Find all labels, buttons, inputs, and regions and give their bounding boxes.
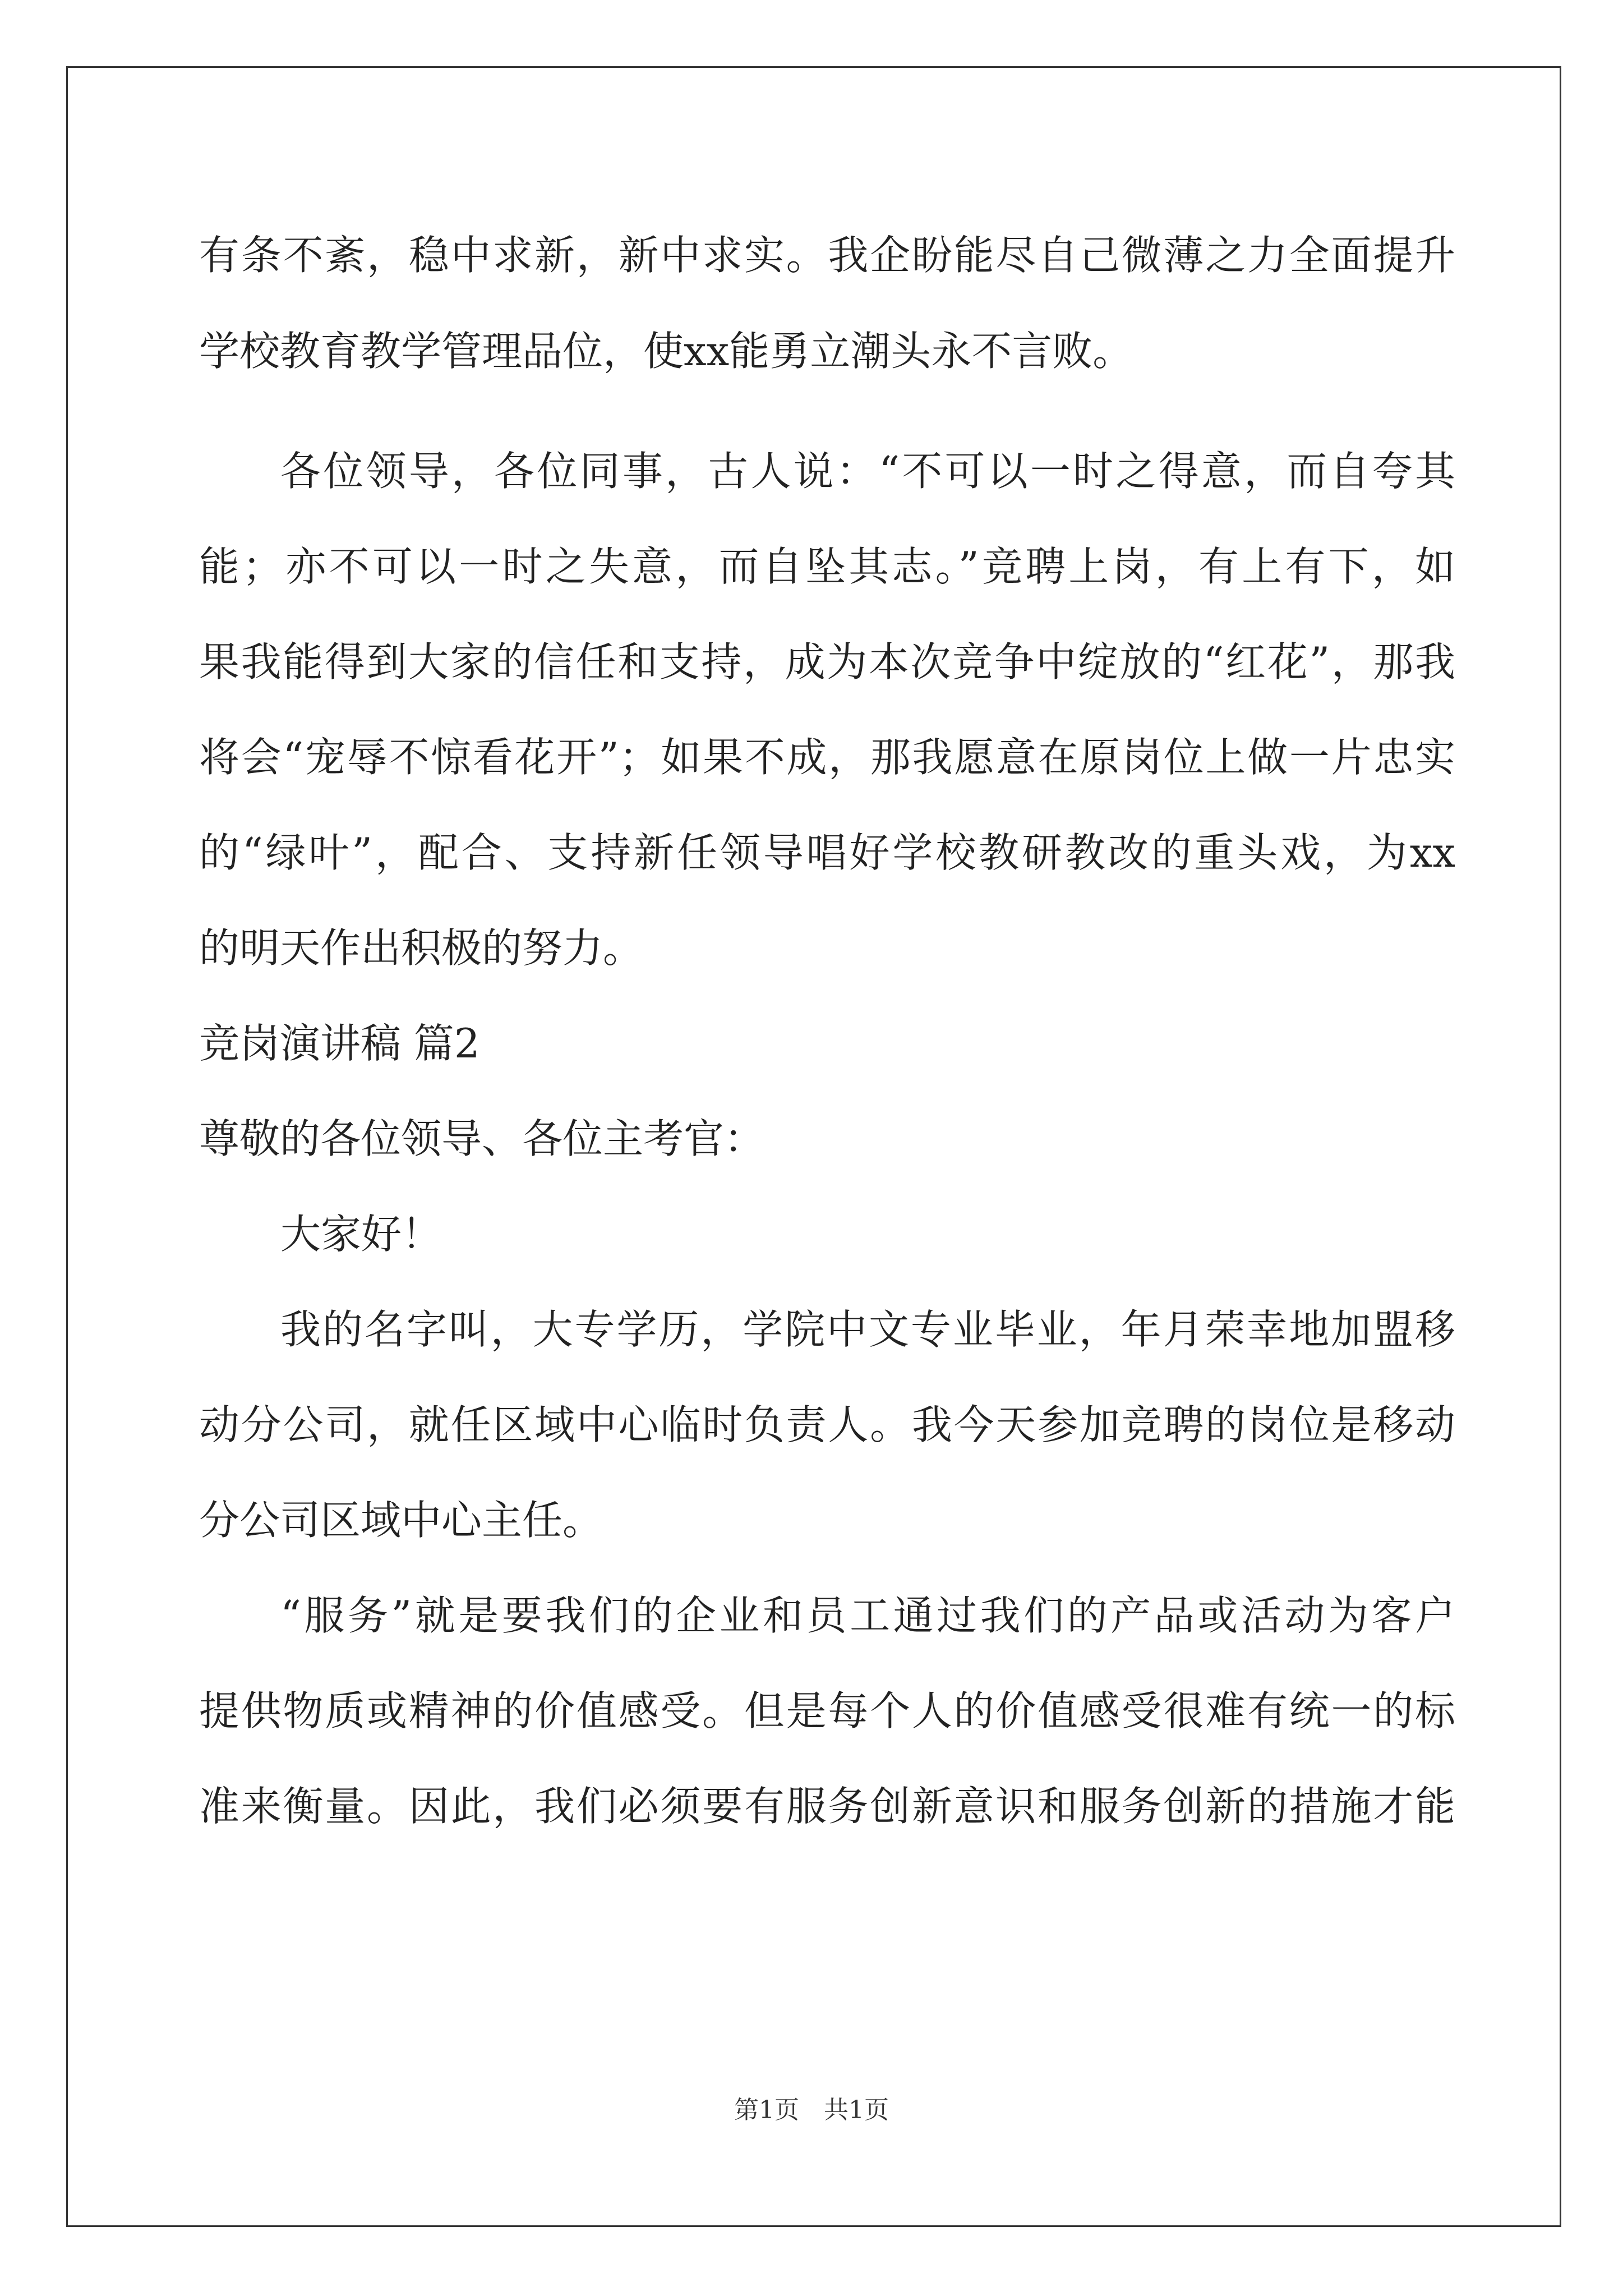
paragraph-line: “服务”就是要我们的企业和员工通过我们的产品或活动为客户 [280, 1592, 1455, 1639]
paragraph-line: 动分公司，就任区域中心临时负责人。我今天参加竞聘的岗位是移动 [199, 1401, 1455, 1448]
paragraph-line: 学校教育教学管理品位，使xx能勇立潮头永不言败。 [199, 328, 1133, 375]
paragraph-line: 将会“宠辱不惊看花开”；如果不成，那我愿意在原岗位上做一片忠实 [199, 734, 1455, 781]
paragraph-line: 准来衡量。因此，我们必须要有服务创新意识和服务创新的措施才能 [199, 1783, 1455, 1830]
greeting: 大家好！ [280, 1211, 442, 1258]
paragraph-line: 果我能得到大家的信任和支持，成为本次竞争中绽放的“红花”，那我 [199, 638, 1455, 685]
paragraph-line: 有条不紊，稳中求新，新中求实。我企盼能尽自己微薄之力全面提升 [199, 232, 1455, 279]
paragraph-line: 我的名字叫，大专学历，学院中文专业毕业，年月荣幸地加盟移 [280, 1306, 1455, 1353]
paragraph-line: 提供物质或精神的价值感受。但是每个人的价值感受很难有统一的标 [199, 1687, 1455, 1734]
paragraph-line: 能；亦不可以一时之失意，而自坠其志。”竞聘上岗，有上有下，如 [199, 543, 1455, 590]
salutation: 尊敬的各位领导、各位主考官： [199, 1115, 765, 1162]
section-heading: 竞岗演讲稿 篇2 [199, 1020, 480, 1067]
paragraph-line: 各位领导，各位同事，古人说：“不可以一时之得意，而自夸其 [280, 448, 1455, 495]
paragraph-line: 的明天作出积极的努力。 [199, 924, 644, 972]
paragraph-line: 的“绿叶”，配合、支持新任领导唱好学校教研教改的重头戏，为xx [199, 829, 1455, 876]
page-number-footer: 第1页 共1页 [734, 2096, 889, 2124]
paragraph-line: 分公司区域中心主任。 [199, 1497, 603, 1544]
